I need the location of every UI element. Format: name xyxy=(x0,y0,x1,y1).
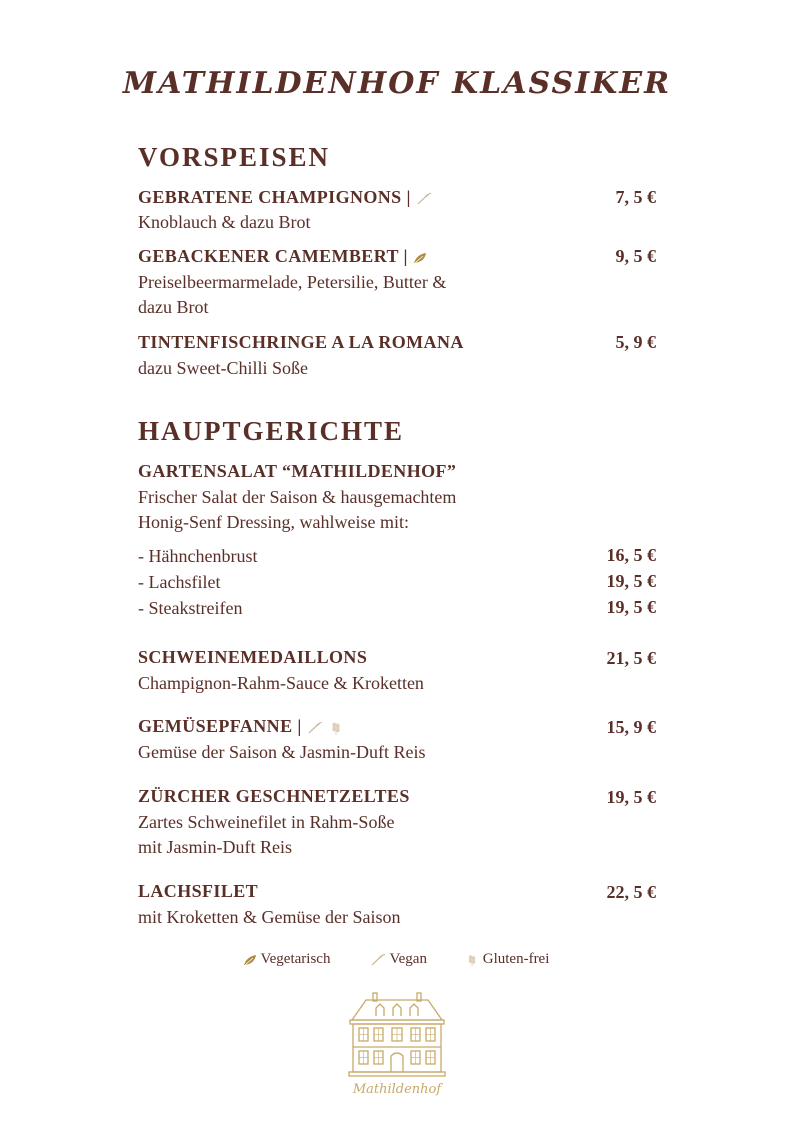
menu-item-name: GEBACKENER CAMEMBERT | xyxy=(138,246,427,267)
menu-item-name: SCHWEINEMEDAILLONS xyxy=(138,647,368,667)
menu-item-price: 5, 9 € xyxy=(615,332,656,352)
vegan-icon xyxy=(370,953,386,967)
menu-item-description: Champignon-Rahm-Sauce & Kroketten xyxy=(138,673,424,693)
menu-item-price: 22, 5 € xyxy=(606,882,656,902)
vegan-icon xyxy=(307,721,323,735)
menu-item-description: Knoblauch & dazu Brot xyxy=(138,212,311,232)
menu-title: MATHILDENHOF KLASSIKER xyxy=(122,66,672,101)
menu-item-description: Honig-Senf Dressing, wahlweise mit: xyxy=(138,512,409,532)
section-title-starters: VORSPEISEN xyxy=(138,142,331,172)
menu-item-description: Frischer Salat der Saison & hausgemachtem xyxy=(138,487,457,507)
menu-item-name: GEMÜSEPFANNE | xyxy=(138,716,344,737)
logo-text: Mathildenhof xyxy=(352,1082,442,1097)
legend-vegan: Vegan xyxy=(370,951,427,968)
menu-item-price: 7, 5 € xyxy=(615,187,656,207)
menu-item-description: Zartes Schweinefilet in Rahm-Soße xyxy=(138,812,395,832)
vegan-icon xyxy=(416,192,432,206)
salad-option-label: - Steakstreifen xyxy=(138,598,243,618)
gluten-free-icon xyxy=(465,952,479,968)
gluten-free-icon xyxy=(328,720,344,736)
menu-item-name: GEBRATENE CHAMPIGNONS | xyxy=(138,187,432,208)
vegetarian-icon xyxy=(243,953,257,967)
salad-option-price: 19, 5 € xyxy=(606,571,656,591)
menu-item-description: mit Kroketten & Gemüse der Saison xyxy=(138,907,401,927)
menu-item-name: LACHSFILET xyxy=(138,881,259,901)
menu-item-name: TINTENFISCHRINGE A LA ROMANA xyxy=(138,332,464,352)
salad-option-price: 16, 5 € xyxy=(606,545,656,565)
salad-option-label: - Lachsfilet xyxy=(138,572,221,592)
mathildenhof-logo xyxy=(346,990,448,1100)
menu-item-name: ZÜRCHER GESCHNETZELTES xyxy=(138,786,410,806)
menu-item-name: GARTENSALAT “MATHILDENHOF” xyxy=(138,461,457,481)
menu-item-price: 15, 9 € xyxy=(606,717,656,737)
menu-item-description: Preiselbeermarmelade, Petersilie, Butter & xyxy=(138,272,447,292)
vegetarian-icon xyxy=(413,251,427,265)
legend-vegetarian: Vegetarisch xyxy=(243,951,330,968)
menu-item-description: mit Jasmin-Duft Reis xyxy=(138,837,292,857)
menu-item-price: 21, 5 € xyxy=(606,648,656,668)
menu-item-description: Gemüse der Saison & Jasmin-Duft Reis xyxy=(138,742,426,762)
menu-item-price: 19, 5 € xyxy=(606,787,656,807)
salad-option-label: - Hähnchenbrust xyxy=(138,546,258,566)
menu-item-description: dazu Sweet-Chilli Soße xyxy=(138,358,308,378)
legend-gluten-free: Gluten-frei xyxy=(465,951,549,968)
salad-option-price: 19, 5 € xyxy=(606,597,656,617)
menu-item-description: dazu Brot xyxy=(138,297,209,317)
menu-item-price: 9, 5 € xyxy=(615,246,656,266)
section-title-mains: HAUPTGERICHTE xyxy=(138,416,405,446)
